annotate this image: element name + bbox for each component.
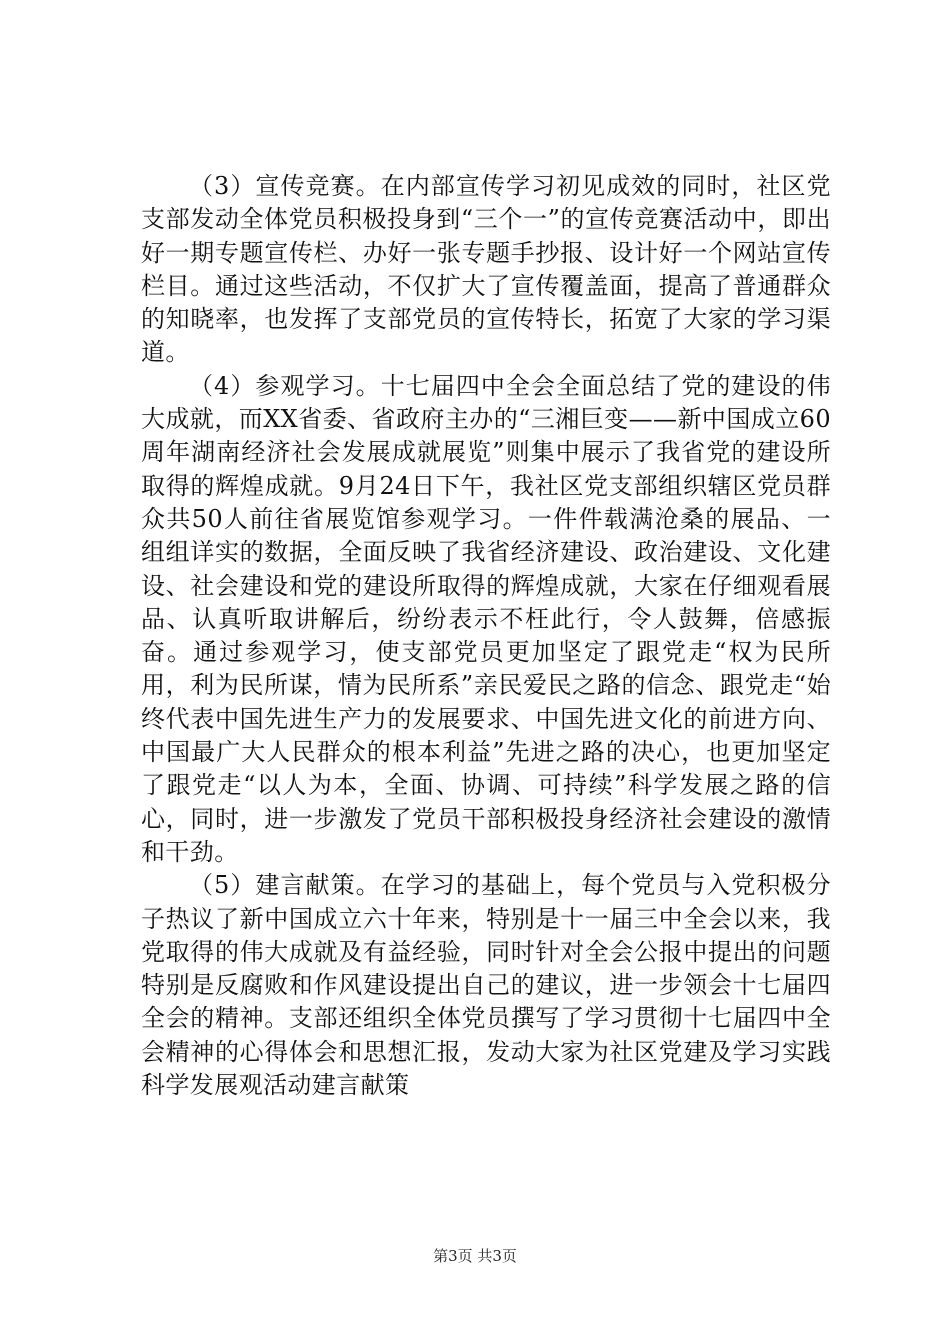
paragraph-visit-study: （4）参观学习。十七届四中全会全面总结了党的建设的伟大成就，而XX省委、省政府主办的“三湘巨变——新中国成立60周年湖南经济社会发展成就展览”则集中展示了我省党的建设所取得的辉煌成就。9月24日下午，我社区党支部组织辖区党员群众共50人前往省展览馆参观学习。一件件载满沧桑的展品、一组组详实的数据，全面反映了我省经济建设、政治建设、文化建设、社会建设和党的建设所取得的辉煌成就，大家在仔细观看展品、认真听取讲解后，纷纷表示不枉此行，令人鼓舞，倍感振奋。通过参观学习，使支部党员更加坚定了跟党走“权为民所用，利为民所谋，情为民所系”亲民爱民之路的信念、跟党走“始终代表中国先进生产力的发展要求、中国先进文化的前进方向、中国最广大人民群众的根本利益”先进之路的决心，也更加坚定了跟党走“以人为本，全面、协调、可持续”科学发展之路的信心，同时，进一步激发了党员干部积极投身经济社会建设的激情和干劲。 [141, 371, 831, 866]
document-body [141, 170, 831, 1102]
page-number-footer: 第3页 共3页 [433, 1247, 517, 1265]
paragraph-publicity-contest: （3）宣传竞赛。在内部宣传学习初见成效的同时，社区党支部发动全体党员积极投身到“三个一”的宣传竞赛活动中，即出好一期专题宣传栏、办好一张专题手抄报、设计好一个网站宣传栏目。通过这些活动，不仅扩大了宣传覆盖面，提高了普通群众的知晓率，也发挥了支部党员的宣传特长，拓宽了大家的学习渠道。 [141, 172, 831, 367]
paragraph-suggestions: （5）建言献策。在学习的基础上，每个党员与入党积极分子热议了新中国成立六十年来，特别是十一届三中全会以来，我党取得的伟大成就及有益经验，同时针对全会公报中提出的问题特别是反腐败和作风建设提出自己的建议，进一步领会十七届四全会的精神。支部还组织全体党员撰写了学习贯彻十七届四中全会精神的心得体会和思想汇报，发动大家为社区党建及学习实践科学发展观活动建言献策 [141, 871, 831, 1100]
